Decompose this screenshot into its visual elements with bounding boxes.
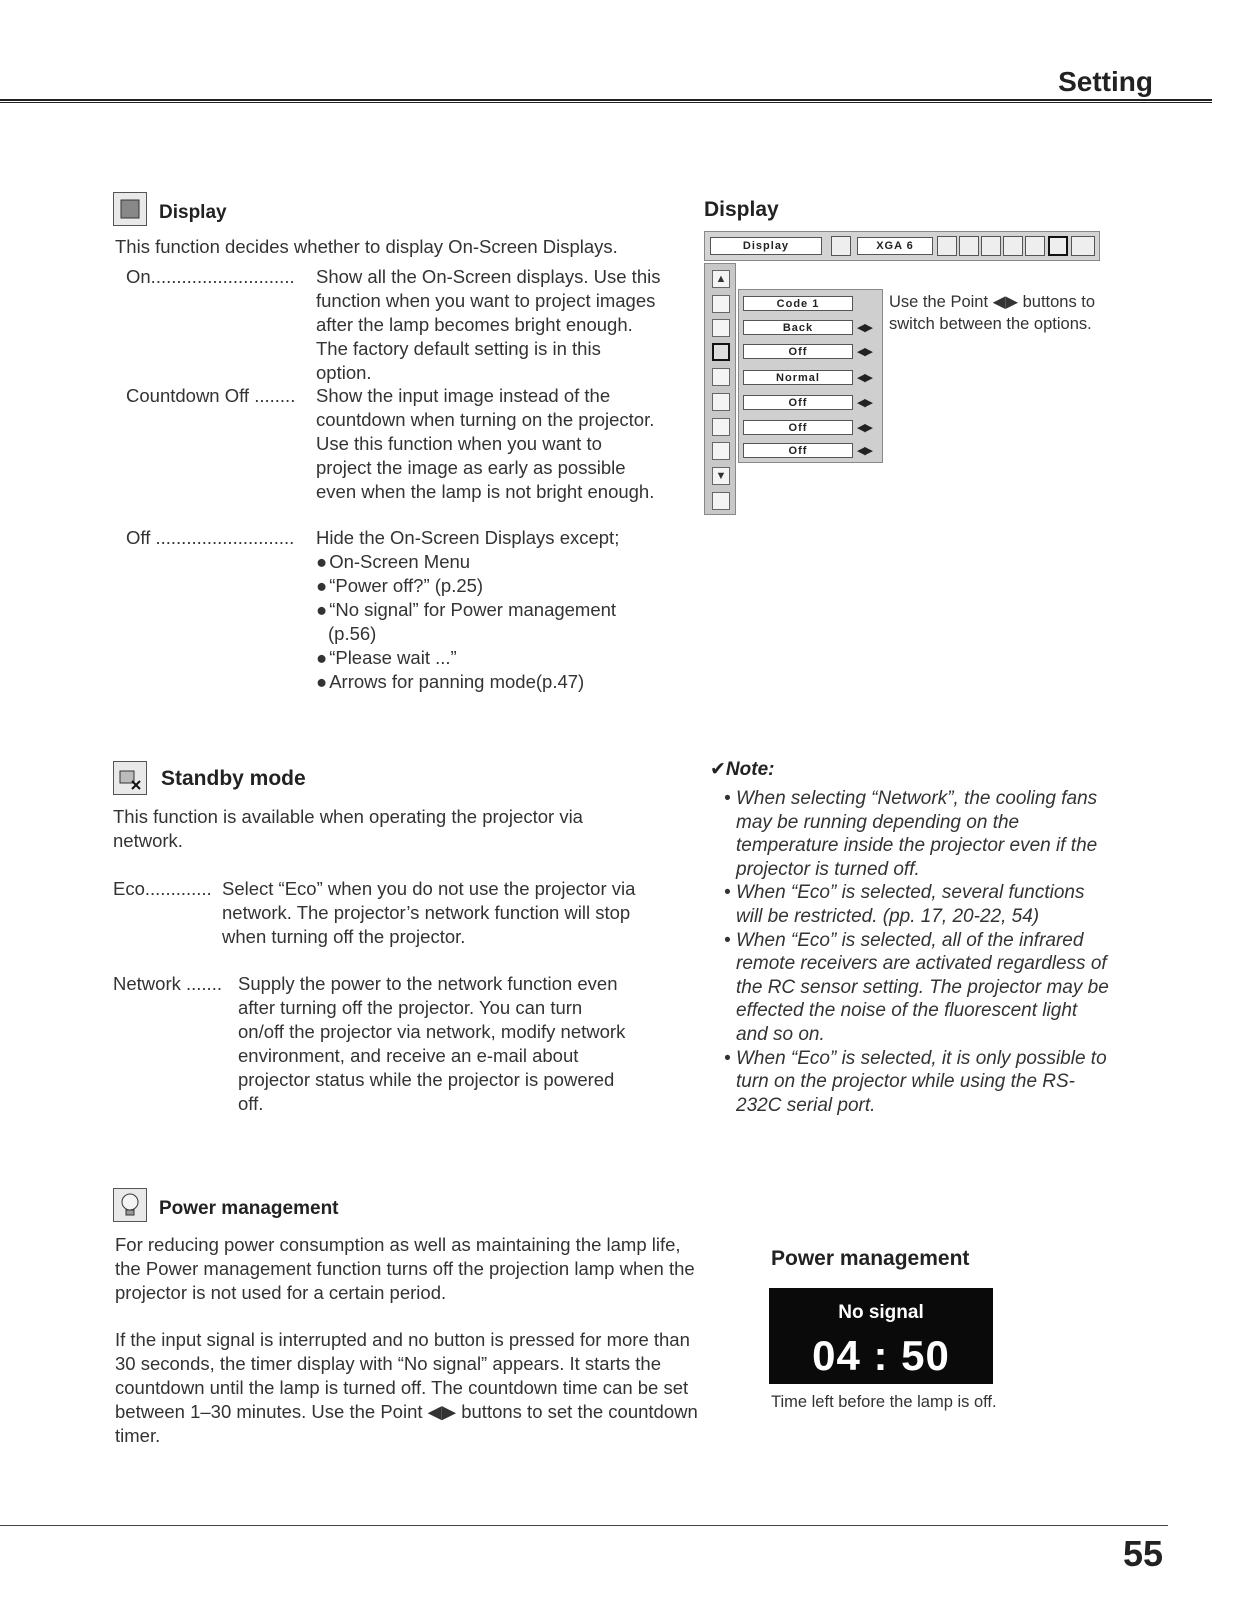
scroll-down-icon[interactable]: ▼: [712, 467, 730, 485]
option-term: Network .......: [113, 973, 222, 994]
left-right-arrows-icon[interactable]: ◀▶: [857, 445, 872, 457]
standby-mode-icon: [712, 368, 730, 386]
pen-icon: [712, 295, 730, 313]
except-list: [316, 550, 676, 694]
menu-options-panel: [738, 289, 883, 463]
menu-value[interactable]: Normal: [743, 370, 853, 385]
page-header-title: Setting: [1058, 66, 1153, 97]
no-signal-label: No signal: [838, 1302, 924, 1323]
except-item: ● “Power off?” (p.25): [316, 574, 676, 598]
note-item-text: When “Eco” is selected, several functions will be restricted. (pp. 17, 20-22, 54): [736, 882, 1085, 927]
menu-value[interactable]: Off: [743, 443, 853, 458]
except-item: ● “Please wait ...”: [316, 646, 676, 670]
left-right-arrows-icon[interactable]: ◀▶: [857, 322, 872, 334]
display-intro: This function decides whether to display On-Screen Displays.: [115, 236, 618, 257]
pc-adjust-icon: [937, 236, 957, 256]
option-term: Countdown Off ........: [126, 385, 296, 406]
lamp-icon: [712, 393, 730, 411]
countdown-time: 04 : 50: [812, 1332, 950, 1379]
setting-icon: [1048, 236, 1068, 256]
lamp-icon: [113, 1188, 147, 1222]
option-desc: Show the input image instead of the countdown when turning on the projector. Use this function when you want to project the image as early as possible even when the lamp is not bright enough.: [316, 385, 655, 502]
except-item: ● “No signal” for Power management: [316, 598, 676, 622]
remote-control-icon: [712, 319, 730, 337]
input-icon: [831, 236, 851, 256]
left-right-arrows-icon[interactable]: ◀▶: [857, 422, 872, 434]
left-right-arrows-icon[interactable]: ◀▶: [857, 397, 872, 409]
note-list: [724, 787, 1114, 1117]
option-desc: Show all the On-Screen displays. Use this function when you want to project images after the lamp becomes bright enough. The factory default setting is in this option.: [316, 266, 661, 383]
display-menu-heading: Display: [704, 198, 779, 221]
timer-display: [769, 1288, 993, 1384]
menu-hint: Use the Point ◀▶ buttons to switch between the options.: [889, 293, 1096, 333]
exit-icon[interactable]: [712, 492, 730, 510]
note-item: • When “Eco” is selected, all of the infrared remote receivers are activated regardless of the RC sensor setting. The projector may be effected the noise of the fluorescent light and so on.: [724, 929, 1114, 1047]
power-para-2: If the input signal is interrupted and no button is pressed for more than 30 seconds, the timer display with “No signal” appears. It starts the countdown until the lamp is turned off. The countdown time can be set between 1–30 minutes. Use the Point ◀▶ buttons to set the countdown timer.: [115, 1329, 698, 1446]
power-display-heading: Power management: [771, 1247, 970, 1270]
sound-icon: [1025, 236, 1045, 256]
information-icon: [1071, 236, 1095, 256]
menu-value[interactable]: Off: [743, 420, 853, 435]
signal-label: XGA 6: [857, 237, 933, 255]
footer-rule: [0, 1525, 1168, 1526]
power-section-title: Power management: [159, 1198, 339, 1219]
note-item: • When “Eco” is selected, several functions will be restricted. (pp. 17, 20-22, 54): [724, 881, 1114, 928]
page-number: 55: [1122, 1533, 1163, 1574]
standby-section-title: Standby mode: [161, 767, 306, 790]
fan-icon: [712, 442, 730, 460]
option-term: Off ...........................: [126, 527, 295, 548]
scroll-up-icon[interactable]: ▲: [712, 270, 730, 288]
note-item-text: When “Eco” is selected, it is only possible to turn on the projector while using the RS-232C serial port.: [736, 1047, 1107, 1116]
except-item: ● Arrows for panning mode(p.47): [316, 670, 676, 694]
image-adjust-icon: [981, 236, 1001, 256]
note-item: • When selecting “Network”, the cooling fans may be running depending on the temperature inside the projector even if the projector is turned off.: [724, 787, 1114, 881]
menu-tab-display[interactable]: Display: [710, 237, 822, 255]
option-desc: Hide the On-Screen Displays except;: [316, 527, 620, 548]
menu-top-bar: [704, 231, 1100, 261]
option-desc: Select “Eco” when you do not use the projector via network. The projector’s network function will stop when turning off the projector.: [222, 878, 636, 947]
left-right-arrows-icon[interactable]: ◀▶: [857, 372, 872, 384]
display-icon[interactable]: [712, 343, 730, 361]
timer-caption: Time left before the lamp is off.: [771, 1393, 997, 1411]
display-icon: [113, 192, 147, 226]
option-term: On............................: [126, 266, 295, 287]
menu-side-bar: [704, 263, 736, 515]
menu-value[interactable]: Off: [743, 344, 853, 359]
note-item-text: When selecting “Network”, the cooling fans may be running depending on the temperature inside the projector even if the projector is turned off.: [736, 788, 1098, 880]
image-select-icon: [959, 236, 979, 256]
except-item: ● On-Screen Menu: [316, 550, 676, 574]
option-desc: Supply the power to the network function even after turning off the projector. You can turn on/off the projector via network, modify network environment, and receive an e-mail about projector status while the projector is powered off.: [238, 973, 626, 1114]
option-term: Eco.............: [113, 878, 212, 899]
menu-value[interactable]: Off: [743, 395, 853, 410]
screen-icon: [1003, 236, 1023, 256]
note-item-text: When “Eco” is selected, all of the infrared remote receivers are activated regardless of the RC sensor setting. The projector may be effected the noise of the fluorescent light and so on.: [736, 929, 1109, 1045]
header-rule: [0, 99, 1212, 103]
power-para-1: For reducing power consumption as well as maintaining the lamp life, the Power management function turns off the projection lamp when the projector is not used for a certain period.: [115, 1234, 695, 1303]
note-item: • When “Eco” is selected, it is only possible to turn on the projector while using the RS-232C serial port.: [724, 1047, 1114, 1118]
menu-value[interactable]: Code 1: [743, 296, 853, 311]
except-item-continuation: (p.56): [328, 623, 377, 644]
left-right-arrows-icon[interactable]: ◀▶: [857, 346, 872, 358]
display-section-title: Display: [159, 202, 227, 223]
hand-icon: [712, 418, 730, 436]
note-title: ✔Note:: [710, 759, 775, 780]
menu-value[interactable]: Back: [743, 320, 853, 335]
standby-intro: This function is available when operating the projector via network.: [113, 806, 583, 851]
standby-mode-icon: [113, 761, 147, 795]
